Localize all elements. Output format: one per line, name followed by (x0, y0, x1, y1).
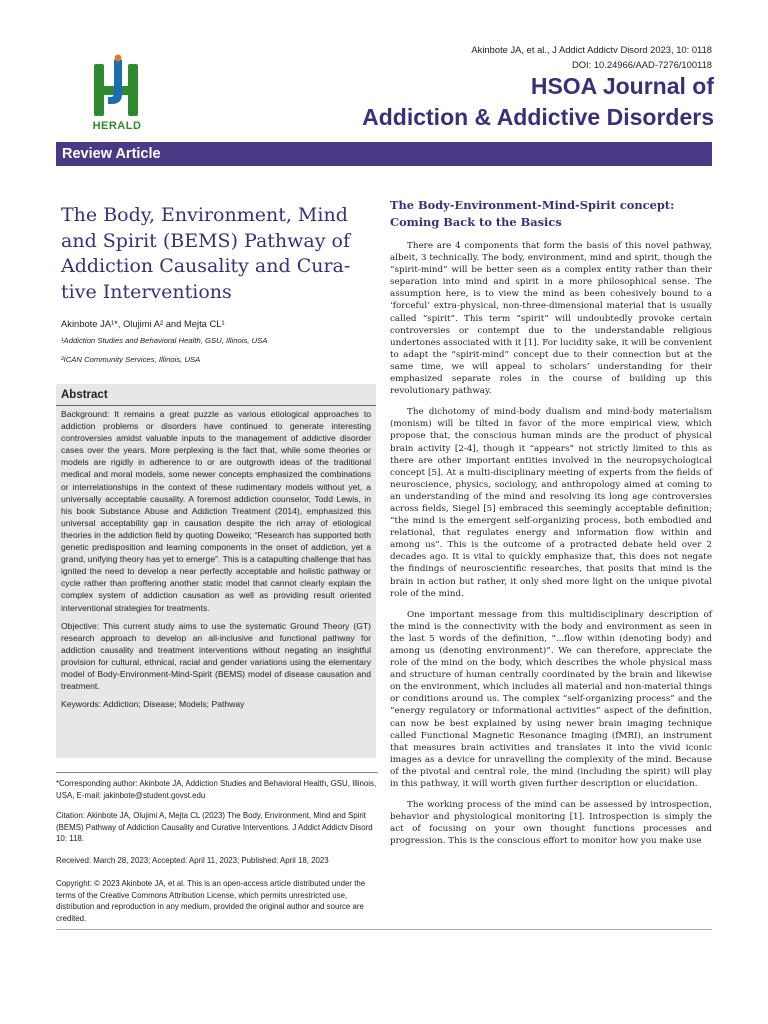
abstract-background: Background: It remains a great puzzle as various etiological approaches to addiction problems or disorders have continued to generate interesting controversies amidst valuable inputs to the management of addictive disorder cases over the years. More perplexing is the fact that, while some theories or models are rigidly in adherence to or are outgrowth ideas of the traditional medical and moral models, some newer concepts emphasized the combinations or interrelationships in the context of these rudimentary models without yet, a universally acceptable causality. A foremost addiction counselor, Todd Lewis, in his book Substance Abuse and Addiction Treatment (2014), emphasized this universal acceptability gap in causation despite the rich array of etiological theories in the addiction field by quoting Doweiko; “Research has supported both genetic predisposition and learning components in the onset of addiction, yet a grand, unifying theory has yet to emerge”. This is a catapulting challenge that has ignited the need to develop a near perfectly acceptable and holistic pathway or cycle rather than proffering another static model that cannot clearly explain the complex system of addiction causation as well as providing result oriented interventional strategies for treatments. (61, 409, 371, 613)
journal-title-line1: HSOA Journal of (530, 73, 714, 99)
copyright-note: Copyright: © 2023 Akinbote JA, et al. This is an open-access article distributed under the terms of the Creative Commons Attribution License, which permits unrestricted use, distribution and reproduction in any medium, provided the original author and source are credited. (56, 879, 366, 923)
body-paragraph: There are 4 components that form the basis of this novel pathway, albeit, 3 technically. The body, environment, mind and spirit, though the “spirit-mind” will be better seen as a complex entity rather than their separation into mind and spirit in a more philosophical sense. The assumption here, is to view the mind as been cohesively bound to a ‘forceful’ extra-physical, non-three-dimensional material that is usually called “spirit”. This term “spirit” will undoubtedly provoke certain controversies or contempt due to the understandable religious undertones associated with it [1]. For lucidity sake, it will be convenient to adapt the “spirit-mind” concept due to their connection but at the same time, we will appeal to scholars’ understanding for their emphasized separate roles in the course of building up this revolutionary pathway. (390, 241, 712, 397)
journal-title (362, 71, 714, 133)
herald-logo-icon (84, 54, 150, 120)
corresponding-author-note: *Corresponding author: Akinbote JA, Addiction Studies and Behavioral Health, GSU, Illinois, USA, E-mail: jakinbote@student.govst.edu (56, 779, 377, 800)
affiliation-1: ¹Addiction Studies and Behavioral Health, GSU, Illinois, USA (61, 336, 268, 345)
affiliation-2: ²ICAN Community Services, Illinois, USA (61, 355, 201, 364)
notes-divider (56, 772, 378, 773)
body-paragraph: The dichotomy of mind-body dualism and mind-body materialism (monism) will be tilted in favor of the more empirical view, which propose that, the conscious human minds are the product of physical brain activity [2-4], though it “appears” not strictly limited to this as there are other important entities involved in the neuropsychological concept [5]. At a multi-disciplinary meeting of experts from the fields of neuroscience, physics, sociology, and anthropology aimed at coming to an understanding of the mind and resolving its long age controversies across fields, Siegel [5] embraced this seemingly acceptable definition; “the mind is the emergent self-organizing process, both embodied and relational, that regulates energy and information flow within and among us”. This is the outcome of a protracted debate held over 2 decades ago. It is vital to quickly emphasize that, this does not negate the findings of neuroscientific researches, that posits that mind is the brain in action but rather, it only shed more light on the unique pivotal role of the mind. (390, 407, 712, 599)
abstract-box (56, 384, 376, 758)
logo-wordmark: HERALD (92, 120, 142, 132)
body-paragraph: One important message from this multidisciplinary description of the mind is the connectivity with the body and environment as seen in the last 5 words of the definition, “...flow within (denoting body) and among us (denoting environment)”. We can therefore, appreciate the role of the mind on the body, which describes the whole physical mass and structure of human centrally coordinated by the brain and likewise on the environment, which includes all material and non-material things or conditions around us. The complex “self-organizing process” and the “energy regulatory or informational activities” aspect of the definition, can now be best explained by using newer brain imaging technique called Functional Magnetic Resonance Imaging (fMRI), an instrument that measures brain activities and translates it into the vivid iconic images as a device for unravelling the complexity of the mind. Because of the pivotal and central role, the mind (including the spirit) will play in this pathway, it will worth given further description or elucidation. (390, 609, 712, 790)
abstract-body (61, 408, 371, 716)
title-line: and Spirit (BEMS) Pathway of (61, 229, 350, 252)
article-type-bar: Review Article (56, 142, 712, 166)
abstract-objective: Objective: This current study aims to use the systematic Ground Theory (GT) research approach to develop an all-inclusive and functional pathway for addiction causality and treatment interventions without negating an insightful provision for cultural, ethnical, racial and gender variations using the elementary model of Body-Environment-Mind-Spirit (BEMS) model of disease causation and treatment. (61, 620, 371, 692)
running-citation: Akinbote JA, et al., J Addict Addictv Disord 2023, 10: 0118 (471, 44, 712, 55)
author-list: Akinbote JA¹*, Olujimi A² and Mejta CL¹ (61, 318, 225, 329)
abstract-heading: Abstract (61, 389, 108, 401)
title-line: Addiction Causality and Cura- (61, 255, 351, 277)
herald-logo (84, 54, 150, 134)
section-heading: The Body-Environment-Mind-Spirit concept: Coming Back to the Basics (390, 198, 675, 229)
dates-note: Received: March 28, 2023; Accepted: April 11, 2023; Published: April 18, 2023 (56, 856, 329, 865)
page-bottom-rule (56, 929, 712, 930)
title-line: The Body, Environment, Mind (61, 204, 348, 226)
abstract-divider (56, 405, 376, 406)
journal-title-line2: Addiction & Addictive Disorders (362, 104, 714, 130)
title-line: tive Interventions (61, 280, 232, 303)
abstract-keywords: Keywords: Addiction; Disease; Models; Pathway (61, 699, 245, 710)
body-paragraph: The working process of the mind can be assessed by introspection, behavior and physiological monitoring [1]. Introspection is simply the act of focusing on your own thought functions processes and progression. This is the conscious effort to monitor how you make use (390, 800, 712, 847)
article-title (61, 203, 361, 305)
doi[interactable]: DOI: 10.24966/AAD-7276/100118 (571, 59, 712, 70)
section-body (390, 240, 712, 857)
citation-note: Citation: Akinbote JA, Olujimi A, Mejta CL (2023) The Body, Environment, Mind and Spirit (BEMS) Pathway of Addiction Causality and Curative Interventions. J Addict Addictv Disord 10: 118. (56, 811, 373, 843)
